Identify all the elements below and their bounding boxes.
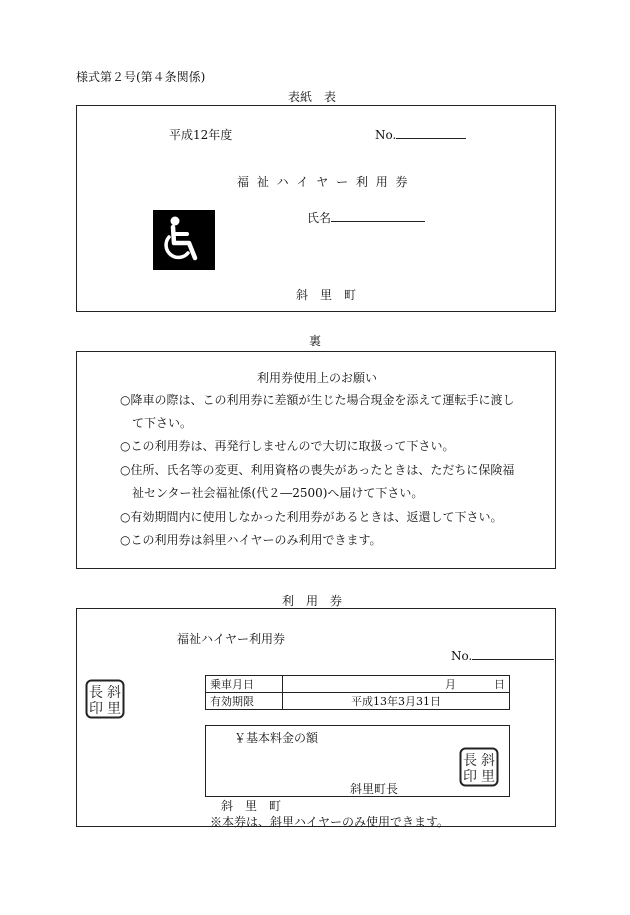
svg-text:長: 長 — [463, 753, 477, 769]
svg-text:里: 里 — [107, 701, 121, 717]
cover-no-label: No. — [375, 128, 397, 142]
usage-note-line: ○住所、氏名等の変更、利用資格の喪失があったときは、ただちに保険福 — [120, 463, 515, 477]
ticket-caption: 利 用 券 — [282, 594, 343, 608]
valid-row — [206, 693, 510, 710]
usage-notes — [120, 391, 550, 561]
usage-note-line: ○この利用券は斜里ハイヤーのみ利用できます。 — [120, 533, 382, 547]
name-field — [307, 209, 425, 226]
ride-date-label: 乗車月日 — [206, 676, 283, 693]
day-label: 日 — [494, 678, 505, 691]
ride-date-cell[interactable] — [283, 676, 510, 693]
svg-text:長: 長 — [89, 685, 103, 701]
svg-text:里: 里 — [481, 769, 495, 785]
usage-note-line: ○この利用券は、再発行しませんので大切に取扱って下さい。 — [120, 439, 455, 453]
cover-no-line — [396, 126, 466, 139]
wheelchair-icon — [153, 210, 215, 270]
ticket-bottom-line — [76, 826, 556, 827]
svg-text:印: 印 — [463, 769, 477, 785]
ticket-note: ※本券は、斜里ハイヤーのみ使用できます。 — [210, 815, 450, 829]
usage-note-line: 祉センター社会福祉係(代２―2500)へ届けて下さい。 — [120, 486, 424, 500]
usage-heading: 利用券使用上のお願い — [257, 371, 378, 385]
valid-label: 有効期限 — [206, 693, 283, 710]
ticket-no-label: No. — [451, 649, 473, 663]
ticket-title: 福祉ハイヤー利用券 — [177, 632, 286, 646]
cover-back-caption: 裏 — [309, 334, 322, 348]
name-label: 氏名 — [307, 211, 332, 225]
usage-note-line: ○有効期間内に使用しなかった利用券があるときは、返還して下さい。 — [120, 510, 503, 524]
seal-stamp — [85, 679, 125, 719]
ticket-no-line — [472, 647, 554, 660]
mayor-label: 斜里町長 — [350, 782, 399, 796]
ticket-box — [76, 608, 556, 829]
cover-back-box — [76, 351, 556, 569]
usage-note-line: て下さい。 — [120, 416, 193, 430]
ticket-no-field — [451, 647, 554, 663]
valid-value: 平成13年3月31日 — [283, 693, 510, 710]
cover-front-box — [76, 105, 556, 312]
form-label: 様式第２号(第４条関係) — [76, 70, 206, 84]
usage-note-line: ○降車の際は、この利用券に差額が生じた場合現金を添えて運転手に渡し — [120, 393, 515, 407]
ticket-title: 福 祉 ハ イ ヤ ー 利 用 券 — [237, 175, 410, 189]
year-label: 平成12年度 — [169, 128, 233, 142]
cover-no-field — [375, 126, 466, 142]
fare-label: ￥基本料金の額 — [234, 731, 319, 745]
svg-text:斜: 斜 — [107, 685, 121, 701]
cover-front-caption: 表紙 表 — [288, 90, 337, 104]
fare-box — [205, 725, 510, 797]
mayor-seal — [459, 747, 499, 787]
ticket-town: 斜 里 町 — [221, 799, 282, 813]
svg-text:斜: 斜 — [481, 753, 495, 769]
cover-town: 斜 里 町 — [296, 288, 357, 302]
ride-info-table — [205, 675, 510, 710]
month-label: 月 — [445, 678, 456, 691]
ride-date-row — [206, 676, 510, 693]
name-line — [331, 209, 425, 222]
svg-text:印: 印 — [89, 701, 103, 717]
